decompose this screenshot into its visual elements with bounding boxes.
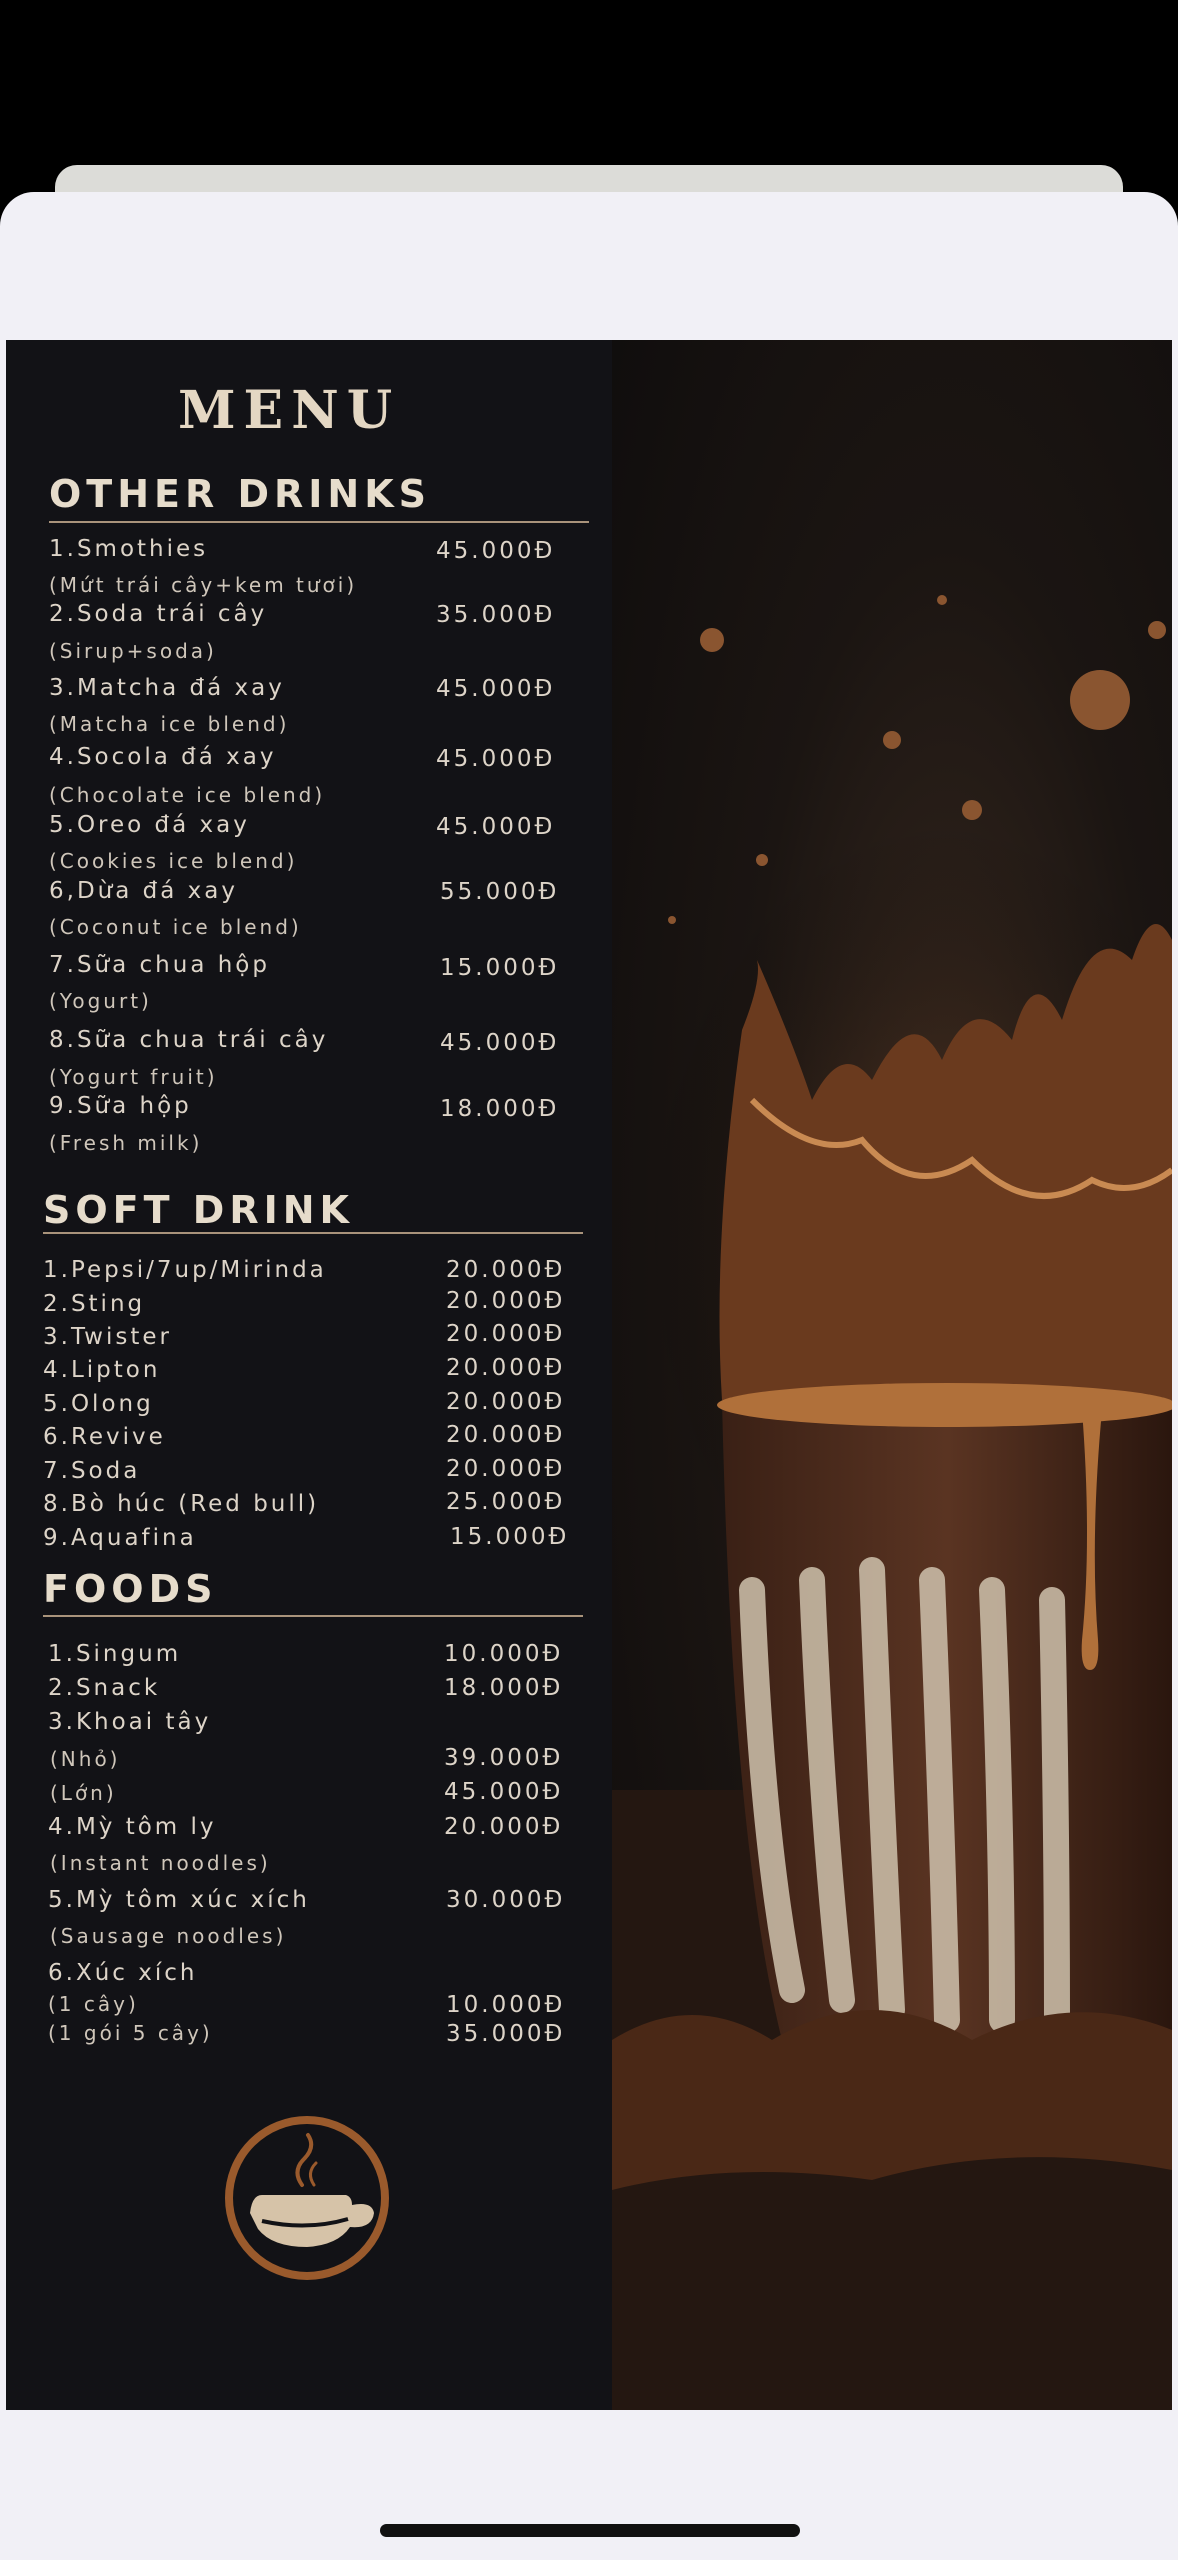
menu-item-description: (Cookies ice blend) (49, 849, 298, 873)
menu-item-price: 20.000Đ (446, 1355, 566, 1381)
menu-item-name: 4.Socola đá xay (49, 744, 277, 770)
menu-item-price: 20.000Đ (446, 1321, 566, 1347)
menu-item-description: (Sausage noodles) (50, 1924, 287, 1948)
menu-item-price: 20.000Đ (446, 1422, 566, 1448)
menu-item-price: 18.000Đ (444, 1675, 564, 1701)
menu-item-description: (Yogurt) (49, 989, 152, 1013)
menu-item-price: 15.000Đ (440, 955, 560, 981)
section-divider (49, 521, 589, 523)
section-title-foods: FOODS (43, 1567, 218, 1611)
menu-item-description: (Mứt trái cây+kem tươi) (49, 573, 358, 597)
menu-image[interactable] (6, 340, 1172, 2410)
menu-item-name: 6.Xúc xích (48, 1960, 198, 1986)
menu-item-name: 5.Oreo đá xay (49, 812, 250, 838)
menu-item-name: 7.Soda (43, 1458, 141, 1484)
menu-item-name: 1.Pepsi/7up/Mirinda (43, 1257, 327, 1283)
menu-item-price: 15.000Đ (450, 1524, 570, 1550)
section-divider (43, 1615, 583, 1617)
menu-item-description: (Coconut ice blend) (49, 915, 302, 939)
menu-item-price: 39.000Đ (444, 1745, 564, 1771)
menu-item-name: 6,Dừa đá xay (49, 878, 238, 904)
menu-item-price: 45.000Đ (436, 676, 556, 702)
menu-item-option: (Lớn) (50, 1781, 117, 1805)
menu-item-name: 1.Singum (48, 1641, 182, 1667)
menu-item-name: 8.Sữa chua trái cây (49, 1027, 329, 1053)
menu-item-price: 55.000Đ (440, 879, 560, 905)
menu-item-description: (Matcha ice blend) (49, 712, 290, 736)
menu-item-name: 5.Olong (43, 1391, 154, 1417)
menu-item-description: (Instant noodles) (50, 1851, 271, 1875)
menu-item-name: 9.Aquafina (43, 1525, 197, 1551)
section-title-soft-drink: SOFT DRINK (43, 1188, 354, 1232)
menu-item-option: (1 cây) (48, 1992, 139, 2016)
menu-item-price: 20.000Đ (444, 1814, 564, 1840)
menu-item-name: 5.Mỳ tôm xúc xích (48, 1887, 310, 1913)
menu-item-name: 7.Sữa chua hộp (49, 952, 270, 978)
menu-item-name: 2.Snack (48, 1675, 161, 1701)
menu-item-price: 10.000Đ (446, 1992, 566, 2018)
section-title-other-drinks: OTHER DRINKS (49, 472, 432, 516)
menu-item-price: 20.000Đ (446, 1389, 566, 1415)
menu-item-price: 25.000Đ (446, 1489, 566, 1515)
menu-item-price: 20.000Đ (446, 1288, 566, 1314)
menu-item-description: (Fresh milk) (49, 1131, 203, 1155)
section-divider (43, 1232, 583, 1234)
menu-item-price: 45.000Đ (436, 538, 556, 564)
menu-item-name: 2.Soda trái cây (49, 601, 268, 627)
menu-item-price: 20.000Đ (446, 1456, 566, 1482)
menu-item-description: (Sirup+soda) (49, 639, 217, 663)
menu-item-name: 4.Mỳ tôm ly (48, 1814, 217, 1840)
menu-item-name: 3.Matcha đá xay (49, 675, 285, 701)
menu-item-option: (1 gói 5 cây) (48, 2021, 213, 2045)
menu-item-price: 45.000Đ (436, 814, 556, 840)
menu-item-description: (Chocolate ice blend) (49, 783, 326, 807)
menu-item-name: 6.Revive (43, 1424, 166, 1450)
menu-item-price: 20.000Đ (446, 1257, 566, 1283)
menu-item-option: (Nhỏ) (50, 1747, 121, 1771)
menu-item-price: 30.000Đ (446, 1887, 566, 1913)
coffee-cup-icon (222, 2113, 392, 2283)
menu-item-name: 4.Lipton (43, 1357, 161, 1383)
menu-item-name: 9.Sữa hộp (49, 1093, 192, 1119)
menu-item-name: 8.Bò húc (Red bull) (43, 1491, 320, 1517)
menu-item-name: 3.Khoai tây (48, 1709, 212, 1735)
menu-item-price: 45.000Đ (444, 1779, 564, 1805)
menu-item-description: (Yogurt fruit) (49, 1065, 218, 1089)
menu-item-price: 35.000Đ (436, 602, 556, 628)
chocolate-splash-photo (612, 340, 1172, 2410)
menu-item-price: 10.000Đ (444, 1641, 564, 1667)
menu-text-panel (6, 340, 612, 2410)
menu-item-price: 45.000Đ (436, 746, 556, 772)
menu-item-price: 35.000Đ (446, 2021, 566, 2047)
menu-title: MENU (178, 380, 401, 441)
menu-item-name: 2.Sting (43, 1291, 146, 1317)
menu-item-price: 45.000Đ (440, 1030, 560, 1056)
menu-item-name: 3.Twister (43, 1324, 172, 1350)
menu-item-price: 18.000Đ (440, 1096, 560, 1122)
home-indicator[interactable] (380, 2524, 800, 2537)
menu-item-name: 1.Smothies (49, 536, 209, 562)
